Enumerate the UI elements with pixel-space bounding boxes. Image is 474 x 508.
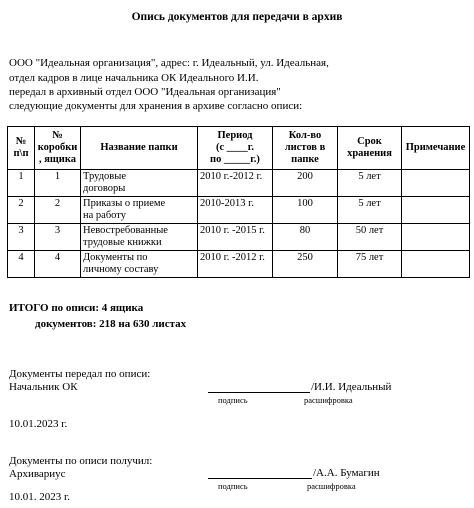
cell-box: 1 <box>35 170 81 197</box>
cell-note <box>402 197 470 224</box>
cell-note <box>402 251 470 278</box>
receipt-label: Документы по описи получил: <box>9 455 153 467</box>
column-header-note: Примечание <box>402 127 470 170</box>
receipt-sign-caption: подпись <box>218 481 248 491</box>
cell-storage-term: 5 лет <box>338 197 402 224</box>
handover-decode-caption: расшифровка <box>304 395 353 405</box>
cell-folder-name: Приказы о приеме на работу <box>81 197 198 224</box>
column-header-box: № коробки , ящика <box>35 127 81 170</box>
column-header-number: № п\п <box>8 127 35 170</box>
cell-folder-name: Трудовые договоры <box>81 170 198 197</box>
cell-period: 2010 г. -2015 г. <box>198 224 273 251</box>
handover-label: Документы передал по описи: <box>9 368 151 380</box>
column-header-sheets: Кол-во листов в папке <box>273 127 338 170</box>
receipt-signature-line <box>208 478 312 479</box>
cell-number: 2 <box>8 197 35 224</box>
table-row <box>8 170 470 197</box>
handover-date: 10.01.2023 г. <box>9 418 68 430</box>
cell-note <box>402 170 470 197</box>
cell-sheets: 100 <box>273 197 338 224</box>
table-row <box>8 197 470 224</box>
header-line-2: отдел кадров в лице начальника ОК Идеального И.И. <box>9 72 259 84</box>
column-header-storage-term: Срок хранения <box>338 127 402 170</box>
cell-sheets: 200 <box>273 170 338 197</box>
table-header-row <box>8 127 470 170</box>
cell-number: 3 <box>8 224 35 251</box>
cell-storage-term: 75 лет <box>338 251 402 278</box>
receipt-date: 10.01. 2023 г. <box>9 491 71 503</box>
cell-sheets: 80 <box>273 224 338 251</box>
cell-number: 4 <box>8 251 35 278</box>
handover-signature-line <box>208 392 310 393</box>
document-title: Опись документов для передачи в архив <box>131 11 343 23</box>
table-row <box>8 251 470 278</box>
cell-storage-term: 5 лет <box>338 170 402 197</box>
totals-documents: документов: 218 на 630 листах <box>35 318 187 330</box>
header-line-4: следующие документы для хранения в архиве согласно описи: <box>9 100 303 112</box>
cell-box: 3 <box>35 224 81 251</box>
cell-sheets: 250 <box>273 251 338 278</box>
cell-period: 2010-2013 г. <box>198 197 273 224</box>
cell-period: 2010 г. -2012 г. <box>198 251 273 278</box>
receipt-position: Архивариус <box>9 468 66 480</box>
handover-sign-caption: подпись <box>218 395 248 405</box>
cell-folder-name: Невостребованные трудовые книжки <box>81 224 198 251</box>
inventory-table <box>7 126 470 278</box>
cell-storage-term: 50 лет <box>338 224 402 251</box>
handover-position: Начальник ОК <box>9 381 78 393</box>
header-line-1: ООО "Идеальная организация", адрес: г. Идеальный, ул. Идеальная, <box>9 57 329 69</box>
cell-number: 1 <box>8 170 35 197</box>
cell-folder-name: Документы по личному составу <box>81 251 198 278</box>
column-header-folder-name: Название папки <box>81 127 198 170</box>
cell-period: 2010 г.-2012 г. <box>198 170 273 197</box>
cell-box: 2 <box>35 197 81 224</box>
receipt-decode-caption: расшифровка <box>307 481 356 491</box>
totals-boxes: ИТОГО по описи: 4 ящика <box>9 302 144 314</box>
table-row <box>8 224 470 251</box>
receipt-name: /А.А. Бумагин <box>313 467 380 479</box>
handover-name: /И.И. Идеальный <box>311 381 392 393</box>
header-line-3: передал в архивный отдел ООО "Идеальная организация" <box>9 86 281 98</box>
cell-box: 4 <box>35 251 81 278</box>
cell-note <box>402 224 470 251</box>
column-header-period: Период (с ____г. по _____г.) <box>198 127 273 170</box>
